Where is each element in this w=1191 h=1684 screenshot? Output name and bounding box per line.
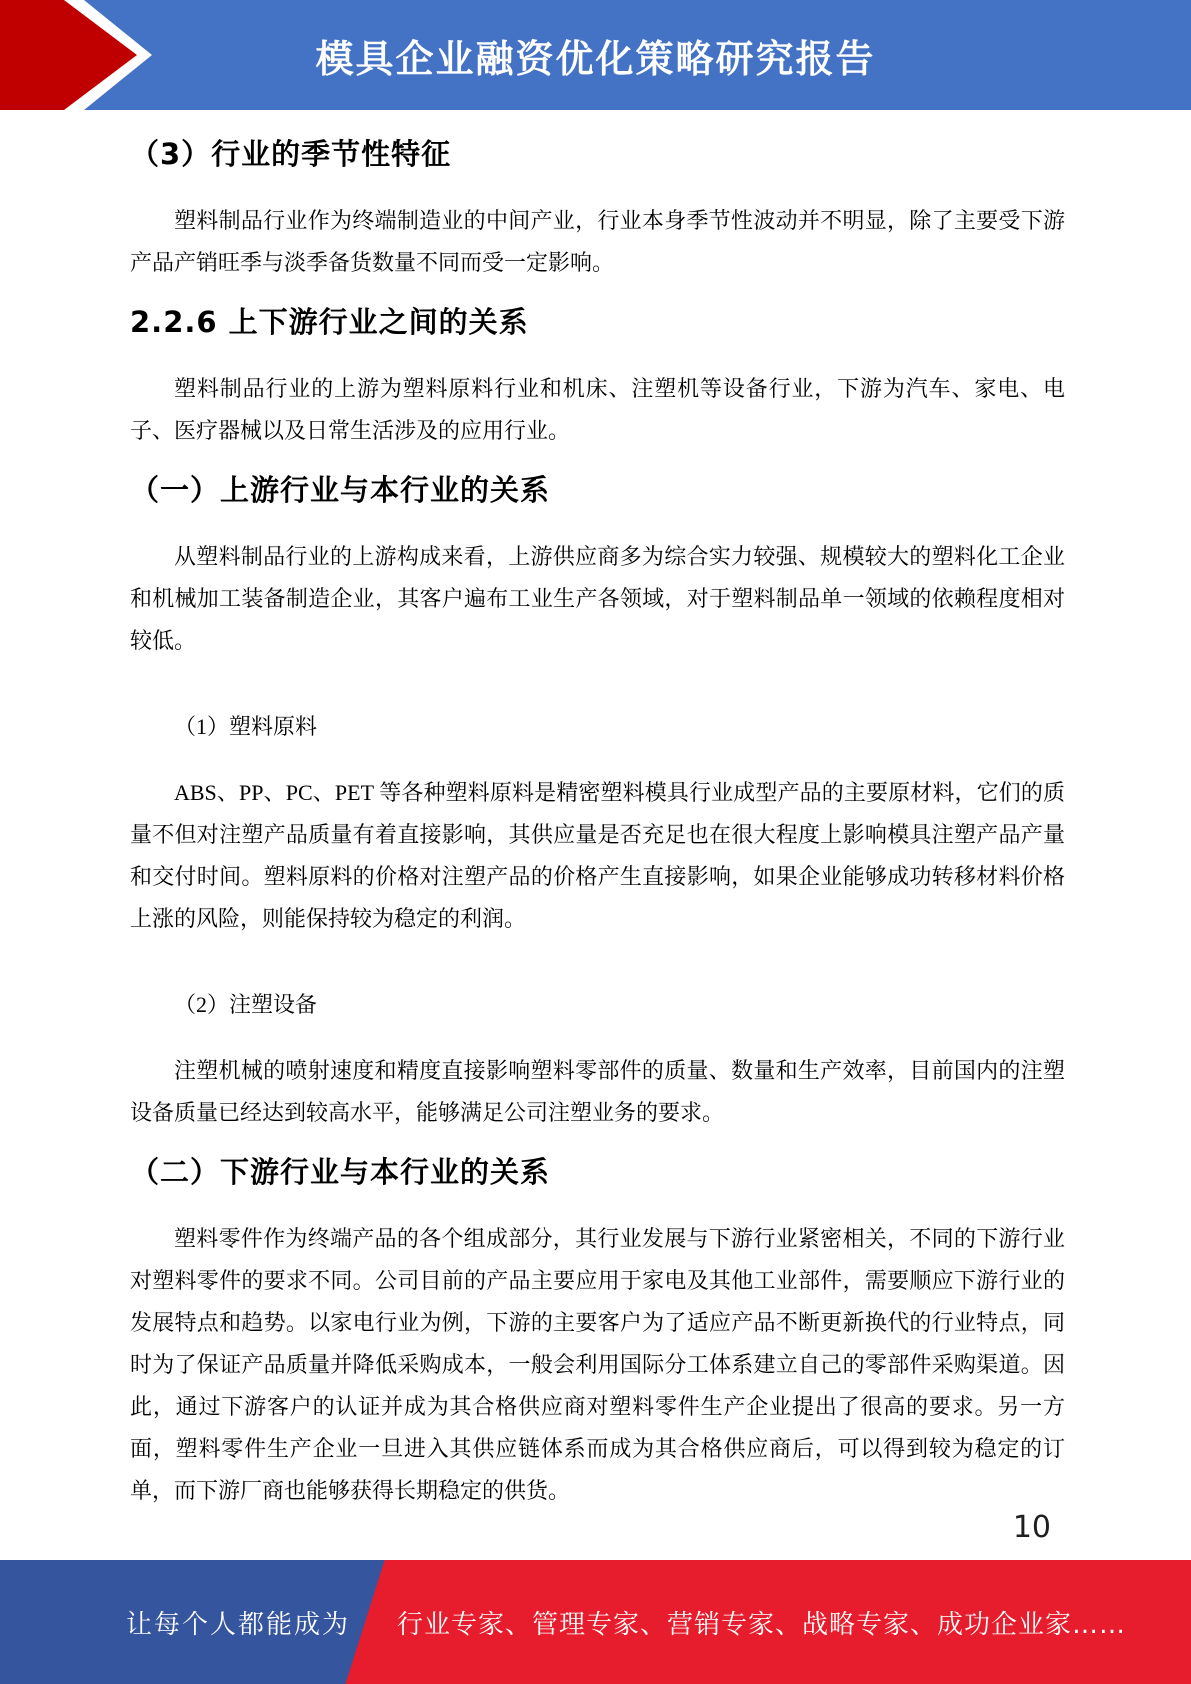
paragraph-updown-overview: 塑料制品行业的上游为塑料原料行业和机床、注塑机等设备行业，下游为汽车、家电、电子、医疗器械以及日常生活涉及的应用行业。: [130, 376, 1065, 443]
footer-slogan-right: 行业专家、管理专家、营销专家、战略专家、成功企业家……: [397, 1609, 1127, 1640]
footer-slogan-left: 让每个人都能成为: [125, 1609, 350, 1640]
paragraph-downstream: 塑料零件作为终端产品的各个组成部分，其行业发展与下游行业紧密相关，不同的下游行业对塑料零件的要求不同。公司目前的产品主要应用于家电及其他工业部件，需要顺应下游行业的发展特点和趋势。以家电行业为例，下游的主要客户为了适应产品不断更新换代的行业特点，同时为了保证产品质量并降低采购成本，一般会利用国际分工体系建立自己的零部件采购渠道。因此，通过下游客户的认证并成为其合格供应商对塑料零件生产企业提出了很高的要求。另一方面，塑料零件生产企业一旦进入其供应链体系而成为其合格供应商后，可以得到较为稳定的订单，而下游厂商也能够获得长期稳定的供货。: [130, 1226, 1065, 1503]
paragraph-plastic-raw-material: ABS、PP、PC、PET 等各种塑料原料是精密塑料模具行业成型产品的主要原材料，它们的质量不但对注塑产品质量有着直接影响，其供应量是否充足也在很大程度上影响模具注塑产品产量和交付时间。塑料原料的价格对注塑产品的价格产生直接影响，如果企业能够成功转移材料价格上涨的风险，则能保持较为稳定的利润。: [130, 780, 1065, 931]
paragraph-upstream: 从塑料制品行业的上游构成来看，上游供应商多为综合实力较强、规模较大的塑料化工企业和机械加工装备制造企业，其客户遍布工业生产各领域，对于塑料制品单一领域的依赖程度相对较低。: [130, 544, 1065, 653]
heading-downstream-relation: （二）下游行业与本行业的关系: [130, 1155, 551, 1189]
heading-section-2-2-6: 2.2.6 上下游行业之间的关系: [130, 305, 529, 339]
subheading-injection-equipment: （2）注塑设备: [174, 992, 318, 1017]
heading-seasonal-characteristics: （3）行业的季节性特征: [130, 137, 452, 171]
page-footer: [0, 1560, 1191, 1684]
paragraph-injection-equipment: 注塑机械的喷射速度和精度直接影响塑料零部件的质量、数量和生产效率，目前国内的注塑设备质量已经达到较高水平，能够满足公司注塑业务的要求。: [130, 1058, 1065, 1125]
page-header-banner: [0, 0, 1191, 110]
document-body: [130, 110, 1065, 1512]
heading-upstream-relation: （一）上游行业与本行业的关系: [130, 473, 551, 507]
report-title: 模具企业融资优化策略研究报告: [315, 36, 876, 81]
subheading-plastic-raw-material: （1）塑料原料: [174, 714, 318, 739]
page-number: 10: [1012, 1510, 1051, 1545]
paragraph-seasonal: 塑料制品行业作为终端制造业的中间产业，行业本身季节性波动并不明显，除了主要受下游产品产销旺季与淡季备货数量不同而受一定影响。: [130, 208, 1065, 275]
